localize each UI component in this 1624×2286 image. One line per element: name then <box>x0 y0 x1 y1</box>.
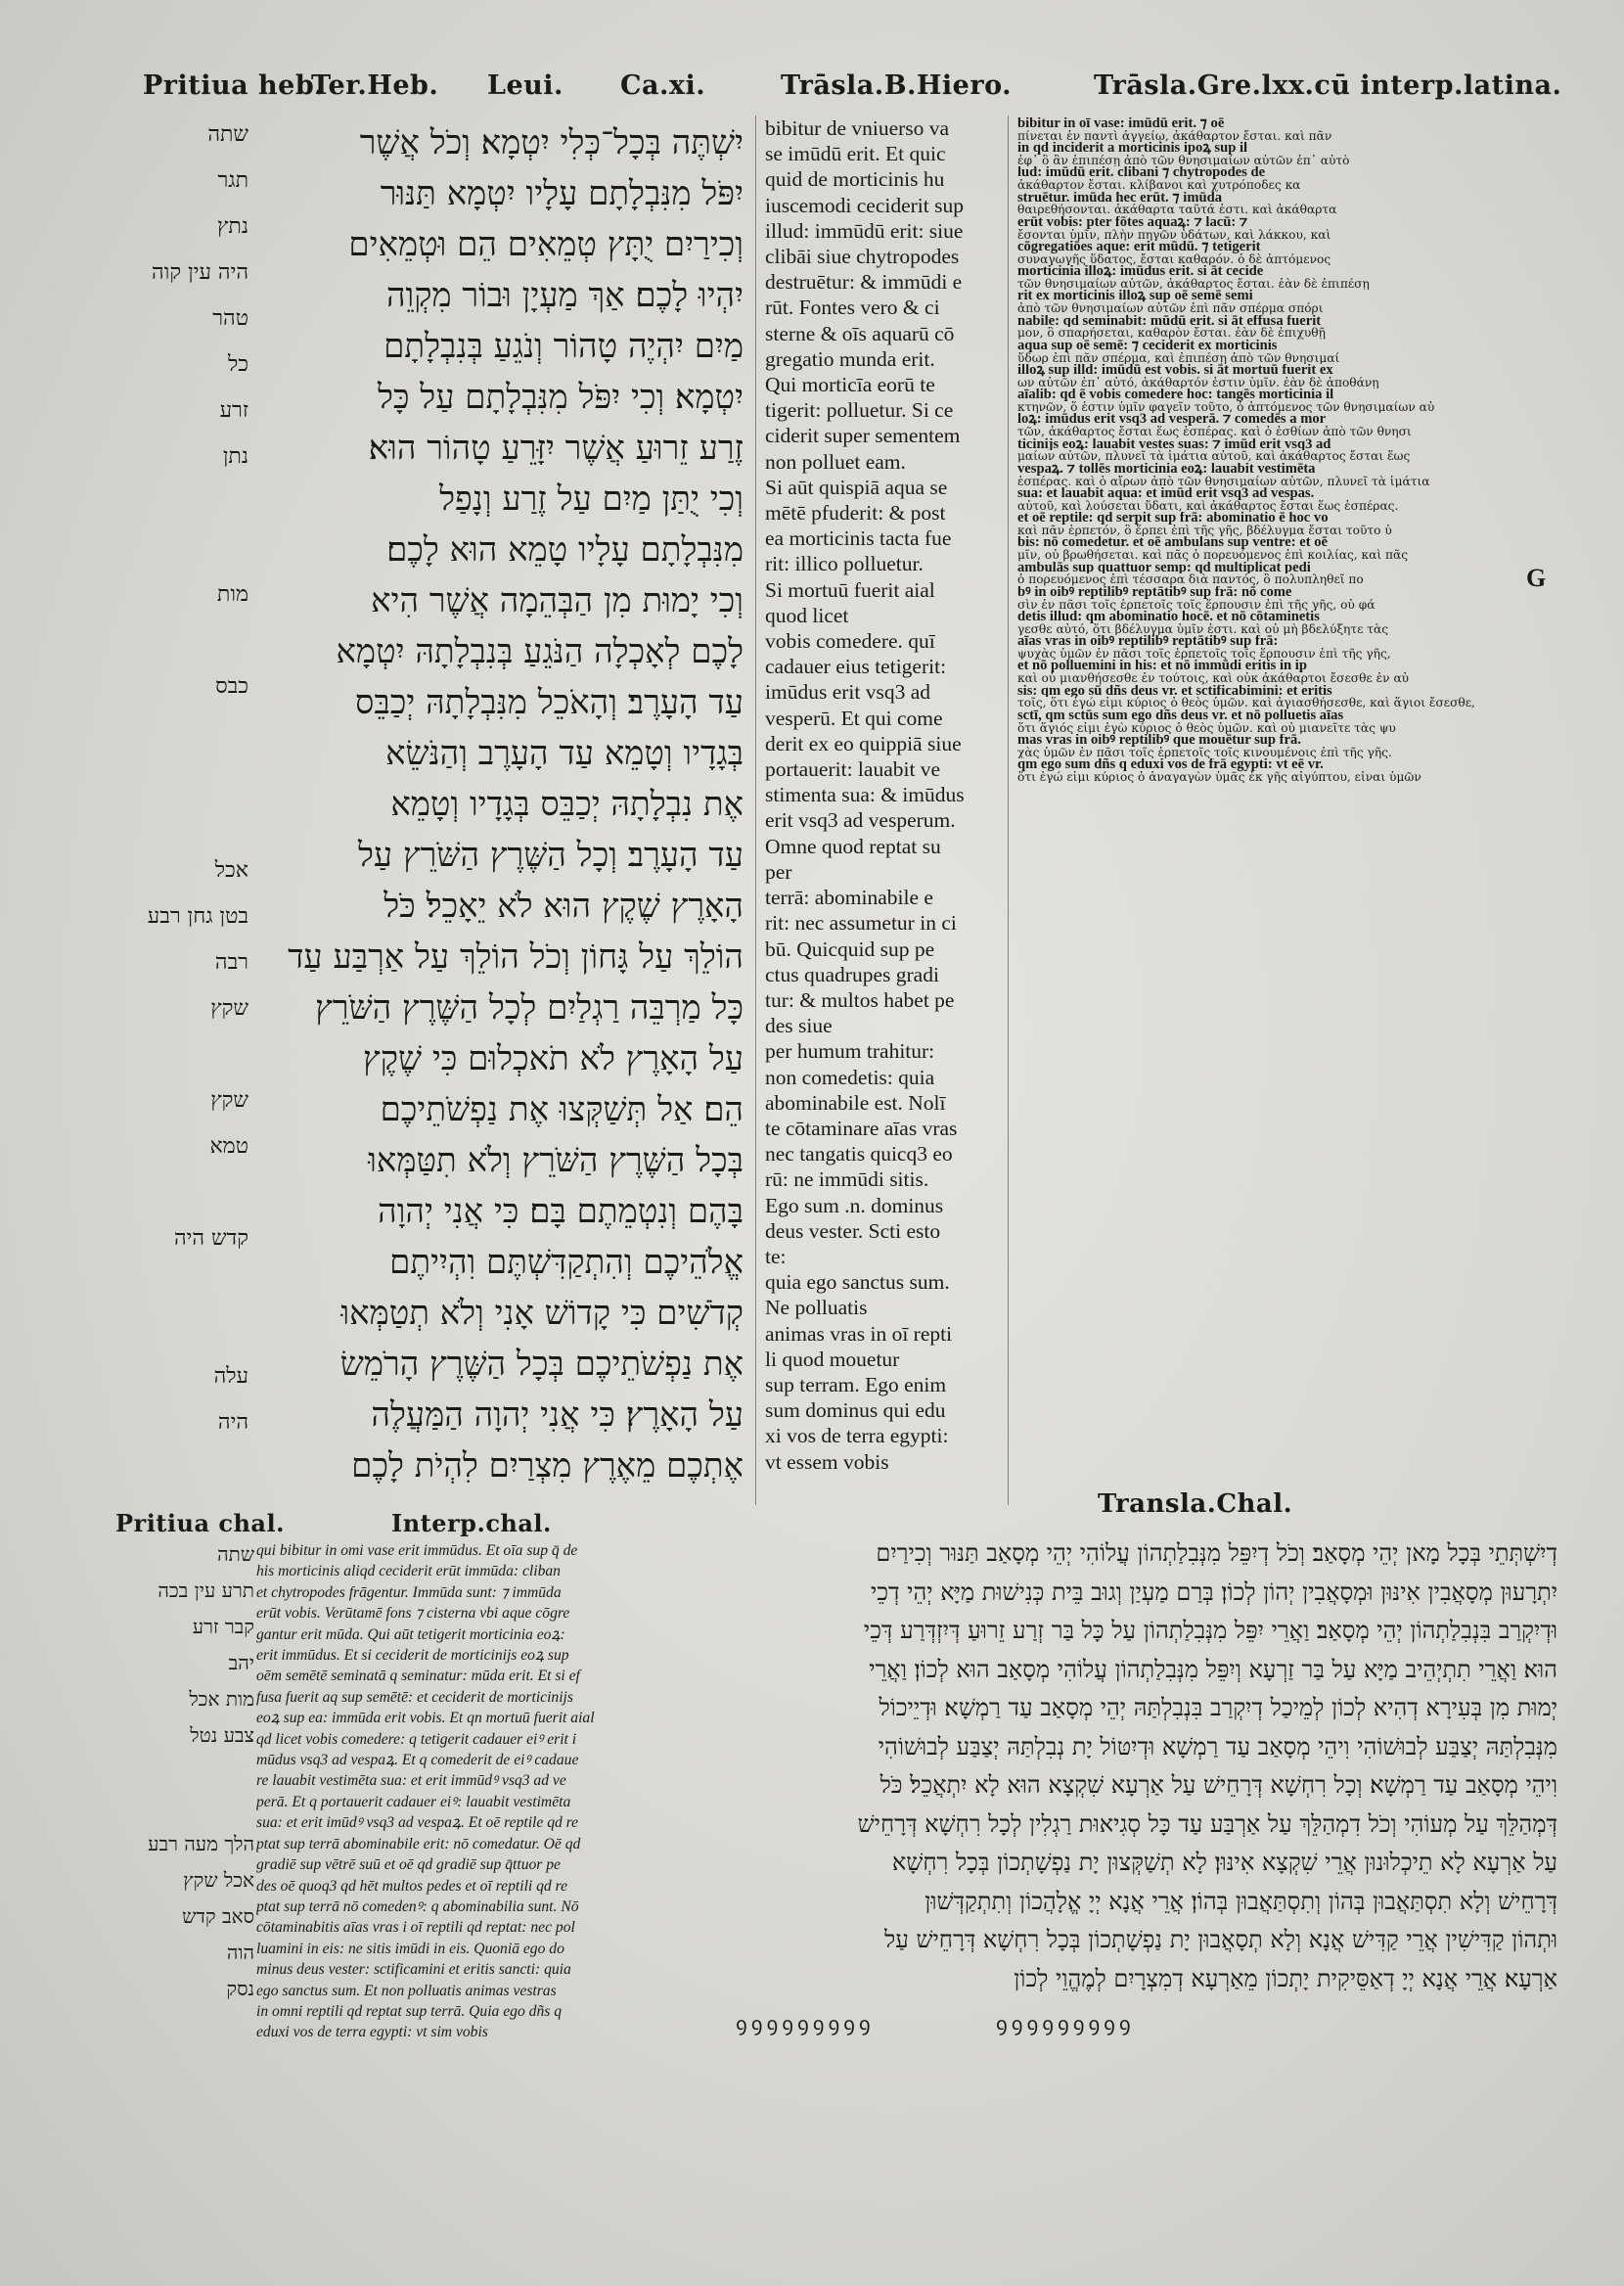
interlinear-line: morticinia illoꝝ: imūdus erit. si āt cecide <box>1017 265 1264 279</box>
hebrew-text-line: אֶת נִבְלָתָהּ יְכַבֵּס בְּגָדָיו וְטָמֵא <box>390 785 744 824</box>
latin-vulgate-line: derit ex eo quippiā siue <box>765 731 962 755</box>
hebrew-text-line: אֶת נַפְשֹׁתֵיכֶם בְּכָל הַשֶּׁרֶץ הָרֹמֵשׂ <box>339 1345 744 1384</box>
interlinear-line: θαιρεθήσονται. ἀκάθαρτα ταῦτά ἐστι. καὶ ἀκάθαρτα <box>1017 204 1337 216</box>
latin-chaldean-line: in omni reptili qd reptat sup terrā. Quia ego dñs q <box>256 2002 563 2020</box>
chaldean-root-note: צבע נטל <box>190 1723 254 1747</box>
hebrew-primitive-margin <box>137 121 248 1472</box>
interlinear-line: cōgregatiōes aque: erit mūdū. ⁊ tetigerit <box>1017 241 1261 253</box>
latin-vulgate-line: te cōtaminare aīas vras <box>765 1116 958 1140</box>
chaldean-text-line: וִיהֵי מְסָאַב עַד רַמְשָׁא׃ וְכָל רִחְשָׁא דְּרָחֵישׁ עַל אַרְעָא שִׁקְצָא הוּא לָא יִתְאֲכֵל׃ כֹּל <box>880 1771 1557 1799</box>
latin-vulgate-line: ctus quadrupes gradi <box>765 962 939 986</box>
interlinear-line: sua: et lauabit aqua: et imūd erit vsq3 ad vespas. <box>1017 487 1315 500</box>
latin-chaldean-line: et chytropodes frāgentur. Immūda sunt: ⁊ immūda <box>256 1583 562 1601</box>
latin-vulgate-line: mētē pfuderit: & post <box>765 501 946 526</box>
latin-vulgate-line: sterne & oīs aquarū cō <box>765 321 955 345</box>
latin-chaldean-line: eoꝝ sup ea: immūda erit vobis. Et qn mortuū fuerit aial <box>256 1710 595 1727</box>
chaldean-text-line: עַל אַרְעָא לָא תֵיכְלוּנוּן אֲרֵי שִׁקְצָא אִינּוּן׃ לָא תְשַׁקְּצוּן יָת נַפְשָׁתְכוֹן בְּכָל רִחְשָׁא <box>891 1849 1557 1876</box>
hebrew-text-column <box>245 117 744 1517</box>
latin-vulgate-line: erit vsq3 ad vesperum. <box>765 808 956 833</box>
chaldean-text-line: וּתְהוֹן קַדִּישִׁין אֲרֵי קַדִּישׁ אֲנָא וְלָא תְסָאֲבוּן יָת נַפְשָׁתְכוֹן בְּכָל רִחְשָׁא דְּרָחֵישׁ עַל <box>884 1926 1557 1953</box>
latin-vulgate-line: animas vras in oī repti <box>765 1321 953 1346</box>
hebrew-text-line: עַל הָאָרֶץ׃ כִּי אֲנִי יְהוָה הַמַּעֲלֶה <box>371 1395 744 1435</box>
hebrew-root-note: בטן גחן רבע <box>147 904 248 929</box>
latin-vulgate-line: ciderit super sementem <box>765 424 961 448</box>
chaldean-text-line: יְמוּת מִן בְּעִירָא דְהִיא לְכוֹן לְמֵיכַל דְיִקְרַב בִּנְבִלְתַּהּ יְהֵי מְסָאַב עַד רַמְשָׁא׃ וּדְיֵיכוֹל <box>879 1694 1557 1721</box>
interlinear-line: ἔσονται ὑμῖν, πλὴν πηγῶν ὑδάτων, καὶ λάκκου, καὶ <box>1017 228 1331 242</box>
latin-vulgate-line: rit: nec assumetur in ci <box>765 911 957 936</box>
interlinear-line: μῖν, οὐ βρωθήσεται. καὶ πᾶς ὁ πορευόμενος ἐπὶ κοιλίας, καὶ πᾶς <box>1017 549 1409 562</box>
line-filler-mark: ꝯꝯꝯꝯꝯꝯꝯꝯꝯ <box>996 2012 1135 2035</box>
hebrew-text-line: עַל הָאָרֶץ לֹא תֹאכְלוּם כִּי שֶׁקֶץ <box>363 1039 744 1078</box>
latin-chaldean-line: erit immūdus. Et si ceciderit de morticinijs eoꝝ sup <box>256 1647 569 1665</box>
latin-vulgate-line: des siue <box>765 1014 833 1038</box>
latin-vulgate-line: deus vester. Scti esto <box>765 1218 941 1243</box>
latin-chaldean-line: cōtaminabitis aīas vras i oī reptili qd reptat: nec pol <box>256 1919 575 1937</box>
interlinear-line: ticinijs eoꝝ: lauabit vestes suas: ⁊ imūd erit vsq3 ad <box>1017 437 1331 451</box>
header-leuiticus: Leui. <box>487 70 564 101</box>
hebrew-text-line: יִשְׁתֶּה בְּכָל־כְּלִי יִטְמָא׃ וְכֹל אֲשֶׁר <box>359 123 744 162</box>
latin-vulgate-line: quid de morticinis hu <box>765 167 945 192</box>
latin-vulgate-line: sup terram. Ego enim <box>765 1372 947 1396</box>
chaldean-root-note: תרע עין בכה <box>158 1578 254 1602</box>
latin-vulgate-line: vesperū. Et qui come <box>765 706 943 730</box>
latin-vulgate-line: Si aūt quispiā aqua se <box>765 475 948 499</box>
latin-chaldean-line: ego sanctus sum. Et non polluatis animas vestras <box>256 1982 557 1999</box>
header-text-heb: Ter.Heb. <box>311 70 439 101</box>
latin-vulgate-line: Ego sum .n. dominus <box>765 1193 944 1217</box>
header-primitiua-chal: Pritiua chal. <box>115 1509 285 1537</box>
interlinear-line: loꝝ: imūdus erit vsq3 ad vesperā. ⁊ comedēs a mor <box>1017 413 1327 427</box>
latin-vulgate-line: portauerit: lauabit ve <box>765 757 941 782</box>
chaldean-primitive-margin <box>108 1542 254 2032</box>
header-chapter: Ca.xi. <box>620 70 706 101</box>
latin-chaldean-line: gradiē sup vētrē suū et oē qd gradiē sup q̄ttuor pe <box>256 1856 561 1874</box>
interlinear-line: in qd inciderit a morticinis ipoꝝ sup il <box>1017 142 1248 155</box>
hebrew-root-note: תגר <box>217 168 248 193</box>
latin-vulgate-line: iuscemodi ceciderit sup <box>765 193 964 217</box>
interlinear-line: ἀκάθαρτον ἔσται. κλίβανοι καὶ χυτρόποδες κα <box>1017 179 1301 192</box>
hebrew-text-line: יִהְיוּ לָכֶם׃ אַךְ מַעְיָן וּבוֹר מִקְוֵה <box>385 276 744 315</box>
hebrew-text-line: מַיִם יִהְיֶה טָהוֹר וְנֹגֵעַ בְּנִבְלָתָם <box>383 327 744 366</box>
interlinear-line: ὕδωρ ἐπὶ πᾶν σπέρμα, καὶ ἐπιπέσῃ ἀπὸ τῶν θνησιμαί <box>1017 351 1340 365</box>
latin-vulgate-line: ea morticinis tacta fue <box>765 526 952 551</box>
hebrew-root-note: כבס <box>215 674 248 699</box>
interlinear-line: et nō polluemini in his: et nō immūdi eritis in ip <box>1017 660 1307 673</box>
hebrew-text-line: הוֹלֵךְ עַל גָּחוֹן וְכֹל הוֹלֵךְ עַל אַרְבַּע עַד <box>288 937 744 977</box>
interlinear-line: πίνεται ἐν παντὶ ἀγγείῳ, ἀκάθαρτον ἔσται. καὶ πᾶν <box>1017 129 1332 143</box>
hebrew-text-line: זֶרַע זֵרוּעַ אֲשֶׁר יִזָּרֵעַ טָהוֹר הוּא׃ <box>368 429 744 468</box>
header-translation-hieronymus: Trāsla.B.Hiero. <box>781 70 1013 101</box>
hebrew-root-note: טהר <box>212 306 248 331</box>
latin-vulgate-line: te: <box>765 1244 787 1268</box>
interlinear-line: καὶ πᾶν ἑρπετόν, ὃ ἕρπει ἐπὶ τῆς γῆς, βδέλυγμα ἔσται τοῦτο ὑ <box>1017 525 1392 537</box>
hebrew-root-note: קדש היה <box>173 1226 248 1251</box>
latin-vulgate-line: quia ego sanctus sum. <box>765 1270 950 1295</box>
interlinear-line: μον, ὃ σπαρήσεται, καθαρὸν ἔσται. ἐὰν δὲ ἐπιχυθῇ <box>1017 327 1326 340</box>
latin-chaldean-line: ptat sup terrā nō comedenꝰ: q abominabilia sunt. Nō <box>256 1897 579 1915</box>
latin-vulgate-line: per humum trahitur: <box>765 1039 935 1064</box>
latin-vulgate-line: Ne polluatis <box>765 1296 868 1320</box>
latin-vulgate-line: abominabile est. Nolī <box>765 1090 946 1115</box>
interlinear-line: struētur. imūda hec erūt. ⁊ imūda <box>1017 191 1223 205</box>
chaldean-text-line: יִתְרָעוּן מְסָאֲבִין אִינּוּן וּמְסָאֲבִין יְהוֹן לְכוֹן׃ בְּרַם מַעְיַן וְגוּב בֵּית כְּנִישׁוּת מַיָּא יְהֵי דְכֵי <box>870 1577 1557 1606</box>
latin-vulgate-line: vt essem vobis <box>765 1449 889 1474</box>
latin-vulgate-column <box>765 115 1004 1505</box>
interlinear-line: qm ego sum dñs q eduxi vos de frā egypti: vt eē vr. <box>1017 758 1324 772</box>
hebrew-root-note: שקץ <box>210 996 248 1021</box>
latin-vulgate-line: Si mortuū fuerit aial <box>765 577 935 602</box>
latin-vulgate-line: vobis comedere. quī <box>765 629 935 654</box>
latin-vulgate-line: non polluet eam. <box>765 449 906 474</box>
chaldean-text-line: מִנְּבִלְתַּהּ יְצַבַּע לְבוּשׁוֹהִי וִיהֵי מְסָאַב עַד רַמְשָׁא וּדְיִטּוֹל יָת נְבִלְתַּהּ יְצַבַּע לְבוּשׁוֹהִי <box>878 1732 1557 1760</box>
chaldean-text-line: דְּרָחֵישׁ וְלָא תִסְתַּאֲבוּן בְּהוֹן וְתִסְתַּאֲבוּן בְּהוֹן׃ אֲרֵי אֲנָא יְיָ אֱלָהֲכוֹן וְתִתְקַדְּשׁוּן <box>925 1887 1557 1915</box>
interlinear-line: ἑσπέρας. καὶ ὁ αἴρων ἀπὸ τῶν θνησιμαίων αὐτῶν, πλυνεῖ τὰ ἱμάτια <box>1017 475 1430 488</box>
hebrew-text-line: הֵם׃ אַל תְּשַׁקְּצוּ אֶת נַפְשֹׁתֵיכֶם <box>380 1090 744 1129</box>
hebrew-text-line: וְכִי יָמוּת מִן הַבְּהֵמָה אֲשֶׁר הִיא <box>371 581 744 620</box>
interlinear-line: γεσθε αὐτό, ὅτι βδέλυγμα ὑμῖν ἐστι. καὶ οὐ μὴ βδελύξητε τὰς <box>1017 622 1389 636</box>
hebrew-text-line: הָאָרֶץ שֶׁקֶץ הוּא לֹא יֵאָכֵל׃ כֹּל <box>383 887 744 926</box>
latin-chaldean-line: erūt vobis. Verūtamē fons ⁊ cisterna vbi aque cōgre <box>256 1605 570 1623</box>
latin-chaldean-line: des oē quoq3 qd hēt multos pedes et oī reptili qd re <box>256 1877 568 1895</box>
interlinear-line: vespaꝝ. ⁊ tollēs morticinia eoꝝ: lauabit vestimēta <box>1017 462 1316 476</box>
interlinear-line: τοῖς, ὅτι ἐγώ εἰμι κύριος ὁ θεὸς ὑμῶν. καὶ ἁγιασθήσεσθε, καὶ ἅγιοι ἔσεσθε, <box>1017 697 1475 709</box>
hebrew-text-line: קְדֹשִׁים כִּי קָדוֹשׁ אָנִי וְלֹא תְטַמְּאוּ <box>340 1294 744 1333</box>
latin-vulgate-line: stimenta sua: & imūdus <box>765 783 965 807</box>
latin-vulgate-line: li quod mouetur <box>765 1347 900 1371</box>
interlinear-line: detis illud: qm abominatio hocē. et nō cōtaminetis <box>1017 611 1320 623</box>
hebrew-root-note: זרע <box>219 398 248 423</box>
hebrew-text-line: מִנִּבְלָתָם עָלָיו טָמֵא הוּא לָכֶם׃ <box>386 530 744 570</box>
latin-chaldean-line: gantur erit mūda. Qui aūt tetigerit morticinia eoꝝ: <box>256 1625 565 1643</box>
interlinear-line: ambulās sup quattuor semp: qd multiplicat pedi <box>1017 561 1311 574</box>
latin-chaldean-line: minus deus vester: sctificamini et eritis sancti: quia <box>256 1961 571 1979</box>
column-rule-left <box>755 115 756 1505</box>
latin-chaldean-line: mūdus vsq3 ad vespaꝝ. Et q comederit de eiꝰ cadaue <box>256 1752 579 1769</box>
latin-chaldean-interpretation <box>256 1540 716 2059</box>
interlinear-line: μαίων αὐτῶν, πλυνεῖ τὰ ἱμάτια αὐτοῦ, καὶ ἀκάθαρτος ἔσται ἕως <box>1017 450 1411 463</box>
hebrew-text-line: אֶתְכֶם מֵאֶרֶץ מִצְרַיִם לִהְיֹת לָכֶם <box>351 1446 744 1486</box>
hebrew-root-note: רבה <box>214 950 248 975</box>
chaldean-text-line: דְיִשְׁתְּתֵי בְּכָל מָאן יְהֵי מְסָאַב׃ וְכֹל דְיִפֵּל מִנְּבִלַתְהוֹן עֲלוֹהִי יְהֵי מְסָאַב תַּנּוּר וְכִירַיִם <box>876 1539 1557 1567</box>
hebrew-text-line: עַד הָעָרֶב׃ וְכָל הַשֶּׁרֶץ הַשֹּׁרֵץ עַל <box>358 836 744 875</box>
chaldean-root-note: שתה <box>217 1542 254 1566</box>
hebrew-text-line: וְכִי יֻתַּן מַיִם עַל זֶרַע וְנָפַל <box>439 480 744 519</box>
interlinear-line: ων αὐτῶν ἐπ᾽ αὐτό, ἀκάθαρτόν ἐστιν ὑμῖν. ἐὰν δὲ ἀποθάνῃ <box>1017 376 1379 389</box>
line-filler-mark: ꝯꝯꝯꝯꝯꝯꝯꝯꝯ <box>736 2012 875 2035</box>
latin-chaldean-line: qd licet vobis comedere: q tetigerit cadauer eiꝰ erit i <box>256 1730 577 1748</box>
chaldean-text-line: אַרְעָא׃ אֲרֵי אֲנָא יְיָ דְאַסֵּיקִית יָתְכוֹן מֵאַרְעָא דְמִצְרָיִם לְמֶהֱוֵי לְכוֹן <box>1014 1964 1557 1992</box>
latin-chaldean-line: fusa fuerit aq sup semētē: et ceciderit de morticinijs <box>256 1688 573 1706</box>
interlinear-line: τῶν, ἀκάθαρτος ἔσται ἕως ἑσπέρας. καὶ ὁ ἐσθίων ἀπὸ τῶν θνησι <box>1017 426 1412 438</box>
hebrew-root-note: נתץ <box>216 214 248 239</box>
interlinear-line: χὰς ὑμῶν ἐν πᾶσι τοῖς ἑρπετοῖς τοῖς κινουμένοις ἐπὶ τῆς γῆς. <box>1017 746 1392 759</box>
signature-letter: G <box>1526 564 1547 592</box>
latin-vulgate-line: imūdus erit vsq3 ad <box>765 680 930 705</box>
latin-vulgate-line: per <box>765 859 792 884</box>
interlinear-line: aīas vras in oibꝰ reptilibꝰ reptātibꝰ sup frā: <box>1017 635 1279 649</box>
hebrew-root-note: שתה <box>207 122 248 147</box>
latin-vulgate-line: rit: illico polluetur. <box>765 552 924 576</box>
latin-vulgate-line: destruētur: & immūdi e <box>765 270 963 295</box>
latin-vulgate-line: illud: immūdū erit: siue <box>765 218 964 243</box>
chaldean-targum-text <box>736 1534 1557 2043</box>
hebrew-text-line: אֱלֹהֵיכֶם וְהִתְקַדִּשְׁתֶּם וִהְיִיתֶם <box>389 1243 744 1282</box>
hebrew-text-line: יִטְמָא׃ וְכִי יִפֹּל מִנִּבְלָתָם עַל כָּל <box>377 378 744 417</box>
hebrew-root-note: היה <box>217 1410 248 1435</box>
chaldean-root-note: נסק <box>226 1977 254 2000</box>
latin-vulgate-line: tigerit: polluetur. Si ce <box>765 398 954 423</box>
interlinear-line: κτηνῶν, ὅ ἐστιν ὑμῖν φαγεῖν τοῦτο, ὁ ἁπτόμενος τῶν θνησιμαίων αὐ <box>1017 401 1435 414</box>
interlinear-line: καὶ οὐ μιανθήσεσθε ἐν τούτοις, καὶ οὐκ ἀκάθαρτοι ἔσεσθε ἐν αὐ <box>1017 672 1410 685</box>
interlinear-line: bibitur in oī vase: imūdū erit. ⁊ oē <box>1017 117 1225 130</box>
latin-vulgate-line: Omne quod reptat su <box>765 834 941 858</box>
latin-chaldean-line: luamini in eis: ne sitis imūdi in eis. Quoniā ego do <box>256 1940 564 1957</box>
chaldean-text-line: דְּמְהַלֵּךְ עַל מְעוֹהִי וְכֹל דִמְהַלֵּךְ עַל אַרְבַּע עַד כָּל סְגִיאוּת רַגְלִין לְכָל רִחְשָׁא דְּרָחֵישׁ <box>857 1809 1557 1838</box>
header-interp-chal: Interp.chal. <box>391 1509 552 1537</box>
chaldean-root-note: סאב קדש <box>182 1904 254 1928</box>
interlinear-line: mas vras in oibꝰ reptilibꝰ que mouētur sup frā. <box>1017 734 1301 747</box>
hebrew-root-note: שקץ <box>210 1088 248 1113</box>
hebrew-text-line: יִפֹּל מִנִּבְלָתָם עָלָיו יִטְמָא תַּנּוּר <box>380 174 744 213</box>
interlinear-line: sis: qm ego sū dñs deus vr. et sctificabimini: et eritis <box>1017 684 1332 698</box>
chaldean-root-note: מות אכל <box>189 1687 254 1711</box>
hebrew-root-note: אכל <box>214 858 248 883</box>
interlinear-line: bꝰ in oibꝰ reptilibꝰ reptātibꝰ sup frā: nō come <box>1017 585 1292 599</box>
chaldean-root-note: הוה <box>226 1941 254 1964</box>
hebrew-text-line: כָּל מַרְבֵּה רַגְלַיִם לְכָל הַשֶּׁרֶץ הַשֹּׁרֵץ <box>315 988 744 1028</box>
latin-vulgate-line: se imūdū erit. Et quic <box>765 142 946 166</box>
latin-vulgate-line: rūt. Fontes vero & ci <box>765 296 940 320</box>
latin-vulgate-line: Qui morticīa eorū te <box>765 373 935 397</box>
latin-vulgate-line: gregatio munda erit. <box>765 346 935 371</box>
hebrew-root-note: נתן <box>222 444 248 469</box>
hebrew-text-line: עַד הָעָרֶב׃ וְהָאֹכֵל מִנִּבְלָתָהּ יְכַבֵּס <box>355 683 744 722</box>
hebrew-root-note: עלה <box>213 1364 248 1389</box>
chaldean-root-note: הלך מעה רבע <box>148 1832 254 1855</box>
header-primitiua-heb: Pritiua heb. <box>143 70 325 101</box>
interlinear-line: ἀπὸ τῶν θνησιμαίων αὐτῶν ἐπὶ πᾶν σπέρμα σπόρι <box>1017 302 1324 315</box>
latin-chaldean-line: sua: et erit imūdꝰ vsq3 ad vespaꝝ. Et oē reptile qd re <box>256 1814 579 1832</box>
interlinear-line: bis: nō comedetur. et oē ambulans sup ventre: et oē <box>1017 536 1328 550</box>
interlinear-line: aīalib: qd ē vobis comedere hoc: tangēs morticinia il <box>1017 389 1334 402</box>
latin-chaldean-line: oēm semētē seminatā q seminatur: mūda erit. Et si ef <box>256 1668 580 1685</box>
latin-vulgate-line: cadauer eius tetigerit: <box>765 655 947 679</box>
latin-vulgate-line: nec tangatis quicq3 eo <box>765 1142 953 1166</box>
interlinear-line: aqua sup oē semē: ⁊ ceciderit ex morticinis <box>1017 339 1278 352</box>
interlinear-line: ὅτι ἐγώ εἰμι κύριος ὁ ἀναγαγὼν ὑμᾶς ἐκ γῆς αἰγύπτου, εἶναι ὑμῶν <box>1017 771 1421 784</box>
latin-chaldean-line: perā. Et q portauerit cadauer eiꝰ: lauabit vestimēta <box>256 1793 571 1810</box>
interlinear-line: nabile: qd seminabit: mūdū erit. si āt effusa fuerit <box>1017 314 1322 328</box>
latin-vulgate-line: sum dominus qui edu <box>765 1398 946 1423</box>
interlinear-line: et oē reptile: qd serpit sup frā: abominatio ē hoc vo <box>1017 512 1329 526</box>
header-translation-greek: Trāsla.Gre.lxx.cū interp.latina. <box>1094 70 1562 101</box>
latin-chaldean-line: eduxi vos de terra egypti: vt sim vobis <box>256 2024 488 2041</box>
hebrew-text-line: לָכֶם לְאָכְלָה הַנֹּגֵעַ בְּנִבְלָתָהּ יִטְמָא <box>336 632 744 671</box>
latin-chaldean-line: re lauabit vestimēta sua: et erit immūdꝰ vsq3 ad ve <box>256 1772 566 1790</box>
interlinear-line: sctī, qm sctūs sum ego dñs deus vr. et nō polluetis aīas <box>1017 709 1344 722</box>
hebrew-root-note: טמא <box>209 1134 248 1159</box>
chaldean-root-note: קבר זרע <box>192 1615 254 1638</box>
chaldean-root-note: יהב <box>228 1651 254 1674</box>
hebrew-root-note: כל <box>227 352 248 377</box>
interlinear-line: συναγωγῆς ὕδατος, ἔσται καθαρόν. ὁ δὲ ἁπτόμενος <box>1017 252 1331 266</box>
interlinear-line: ὁ πορευόμενος ἐπὶ τέσσαρα διὰ παντός, ὃ πολυπληθεῖ πο <box>1017 573 1364 586</box>
interlinear-line: illoꝝ sup illd: imūdū est vobis. si āt mortuū fuerit ex <box>1017 364 1333 377</box>
interlinear-line: erūt vobis: pter fōtes aquaꝝ: ⁊ lacū: ⁊ <box>1017 215 1248 229</box>
hebrew-text-line: בְּכָל הַשֶּׁרֶץ הַשֹּׁרֵץ וְלֹא תִטַּמְּאוּ <box>368 1141 744 1180</box>
header-translation-chaldean: Transla.Chal. <box>1098 1489 1293 1519</box>
hebrew-root-note: היה עין קוה <box>152 260 248 285</box>
latin-vulgate-line: bū. Quicquid sup pe <box>765 937 935 961</box>
latin-chaldean-line: his morticinis aliqd ceciderit erūt immūda: cliban <box>256 1563 561 1580</box>
chaldean-text-line: וּדְיִקְרַב בִּנְבִלַתְהוֹן יְהֵי מְסָאַב׃ וַאֲרֵי יִפֵּל מִנְּבִלַתְהוֹן עַל כָּל בַּר זְרַע זֵרוּעַ דְּיִזְדְּרַע דְּכֵי <box>863 1617 1557 1644</box>
interlinear-line: rit ex morticinis illoꝝ sup oē semē semi <box>1017 290 1253 303</box>
hebrew-text-line: וְכִירַיִם יֻתָּץ טְמֵאִים הֵם וּטְמֵאִים <box>348 225 744 264</box>
interlinear-line: αὐτοῦ, καὶ λούσεται ὕδατι, καὶ ἀκάθαρτος ἔσται ἕως ἑσπέρας. <box>1017 499 1399 513</box>
latin-vulgate-line: tur: & multos habet pe <box>765 987 955 1012</box>
column-rule-right <box>1008 115 1009 1505</box>
latin-vulgate-line: rū: ne immūdi sitis. <box>765 1167 929 1192</box>
hebrew-root-note: מות <box>216 582 248 607</box>
interlinear-line: ψυχὰς ὑμῶν ἐν πᾶσι τοῖς ἑρπετοῖς τοῖς ἕρπουσιν ἐπὶ τῆς γῆς, <box>1017 648 1391 661</box>
interlinear-line: lud: imūdū erit. clibani ⁊ chytropodes de <box>1017 166 1266 180</box>
greek-interlinear-column <box>1017 117 1531 1502</box>
latin-vulgate-line: clibāi siue chytropodes <box>765 245 960 269</box>
interlinear-line: τῶν θνησιμαίων αὐτῶν, ἀκάθαρτος ἔσται. ἐὰν δὲ ἐπιπέσῃ <box>1017 278 1370 291</box>
latin-chaldean-line: ptat sup terrā abominabile erit: nō comedatur. Oē qd <box>256 1835 581 1852</box>
hebrew-text-line: בָּהֶם וְנִטְמֵתֶם בָּם׃ כִּי אֲנִי יְהוָה <box>378 1192 744 1231</box>
latin-chaldean-line: qui bibitur in omi vase erit immūdus. Et oīa sup q̄ de <box>256 1542 578 1559</box>
hebrew-text-line: בְּגָדָיו וְטָמֵא עַד הָעָרֶב וְהַנֹּשֵׂא <box>385 734 744 773</box>
chaldean-root-note: אכל שקץ <box>183 1868 254 1892</box>
interlinear-line: ἐφ᾽ ὃ ἂν ἐπιπέσῃ ἀπὸ τῶν θνησιμαίων αὐτῶν ἐπ᾽ αὐτὸ <box>1017 155 1350 167</box>
interlinear-line: σὶν ἐν πᾶσι τοῖς ἑρπετοῖς τοῖς ἕρπουσιν ἐπὶ τῆς γῆς, οὐ φά <box>1017 598 1376 612</box>
latin-vulgate-line: xi vos de terra egypti: <box>765 1424 949 1448</box>
interlinear-line: ὅτι ἅγιός εἰμι ἐγὼ κύριος ὁ θεὸς ὑμῶν. καὶ οὐ μιανεῖτε τὰς ψυ <box>1017 721 1396 735</box>
latin-vulgate-line: non comedetis: quia <box>765 1065 935 1089</box>
latin-vulgate-line: bibitur de vniuerso va <box>765 116 950 140</box>
chaldean-text-line: הוּא׃ וַאֲרֵי תִתְיְהֵיב מַיָּא עַל בַּר זַרְעָא וְיִפֵּל מִנְּבִלַתְהוֹן עֲלוֹהִי מְסָאַב הוּא לְכוֹן׃ וַאֲרֵי <box>869 1655 1557 1683</box>
latin-vulgate-line: quod licet <box>765 603 849 627</box>
latin-vulgate-line: terrā: abominabile e <box>765 886 933 910</box>
